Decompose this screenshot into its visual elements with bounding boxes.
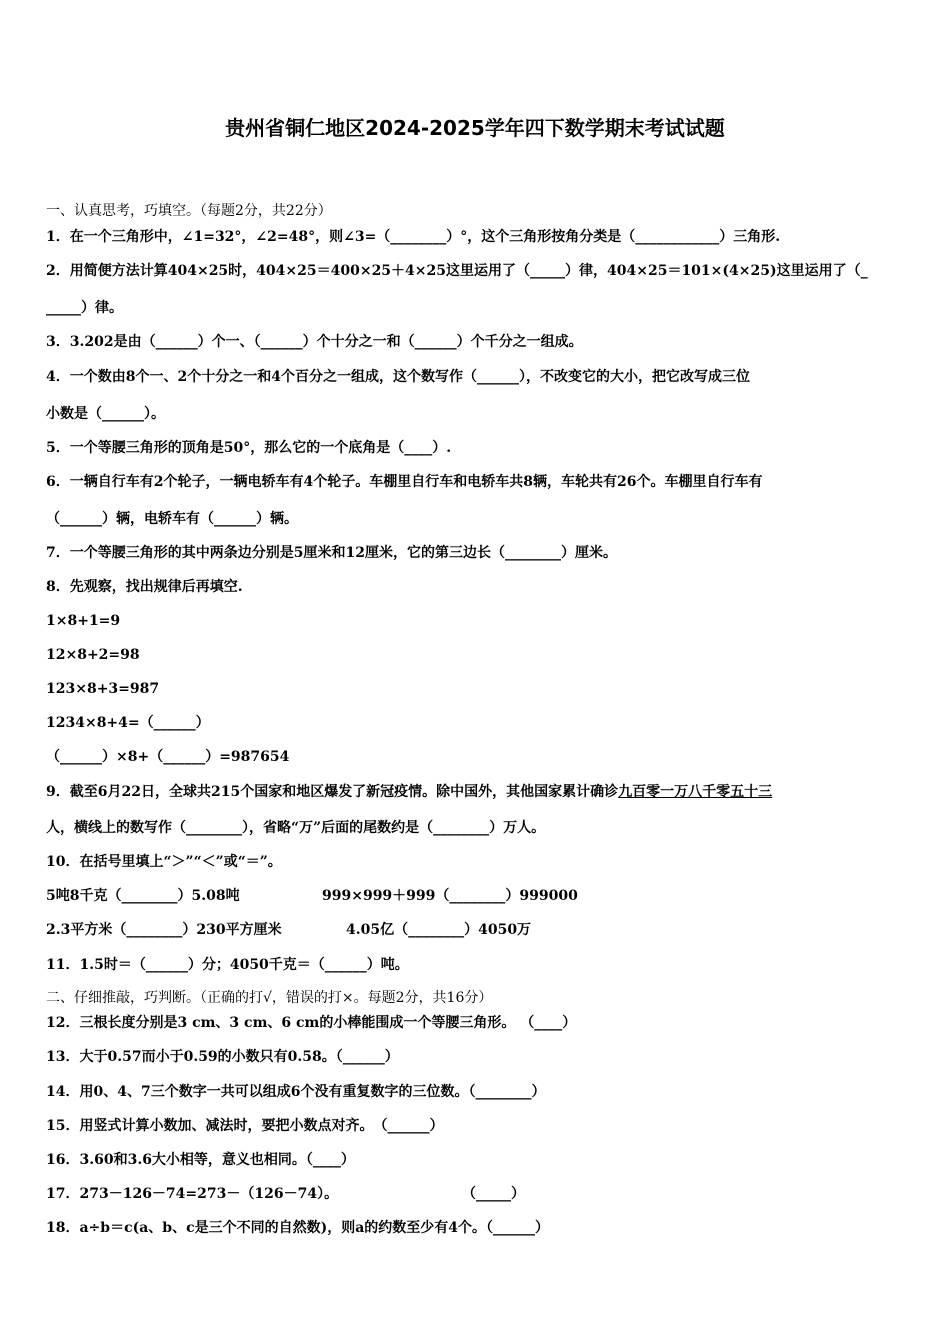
section-2-heading: 二、仔细推敲，巧判断。（正确的打√，错误的打×。每题2分，共16分） xyxy=(46,990,493,1006)
question-8-blank-1: 1234×8+4=（______） xyxy=(46,715,210,731)
question-12: 12．三根长度分别是3 cm、3 cm、6 cm的小棒能围成一个等腰三角形。 （____） xyxy=(46,1015,577,1031)
question-1: 1．在一个三角形中，∠1=32°，∠2=48°，则∠3=（________）°，这个三角形按角分类是（____________）三角形. xyxy=(46,229,781,245)
question-10-item-d: 4.05亿（________）4050万 xyxy=(346,922,532,938)
question-9-text: 9．截至6月22日，全球共215个国家和地区爆发了新冠疫情。除中国外，其他国家累计确诊 xyxy=(46,784,619,800)
page-title: 贵州省铜仁地区2024-2025学年四下数学期末考试试题 xyxy=(225,116,725,140)
question-10: 10．在括号里填上“＞”“＜”或“＝”。 xyxy=(46,854,282,870)
question-4-line-2: 小数是（______）。 xyxy=(46,406,165,422)
question-18: 18．a÷b＝c(a、b、c是三个不同的自然数)，则a的约数至少有4个。（______） xyxy=(46,1220,550,1236)
question-10-row-1 xyxy=(46,886,916,906)
question-10-item-a: 5吨8千克（________）5.08吨 xyxy=(46,888,240,904)
question-4-line-1: 4．一个数由8个一、2个十分之一和4个百分之一组成，这个数写作（______），不改变它的大小，把它改写成三位 xyxy=(46,369,750,385)
question-9-underlined-number: 九百零一万八千零五十三 xyxy=(618,784,773,800)
question-3: 3．3.202是由（______）个一、（______）个十分之一和（______）个千分之一组成。 xyxy=(46,334,583,350)
question-7: 7．一个等腰三角形的其中两条边分别是5厘米和12厘米，它的第三边长（________）厘米。 xyxy=(46,545,617,561)
question-5: 5．一个等腰三角形的顶角是50°，那么它的一个底角是（____）. xyxy=(46,440,452,456)
question-8-example-1: 1×8+1=9 xyxy=(46,613,121,629)
question-17-blank: （_____） xyxy=(462,1186,525,1202)
question-6-line-1: 6．一辆自行车有2个轮子，一辆电轿车有4个轮子。车棚里自行车和电轿车共8辆，车轮共有26个。车棚里自行车有 xyxy=(46,474,763,490)
question-2-line-1: 2．用简便方法计算404×25时，404×25＝400×25＋4×25这里运用了（_____）律，404×25＝101×(4×25)这里运用了（_ xyxy=(46,263,868,279)
question-14: 14．用0、4、7三个数字一共可以组成6个没有重复数字的三位数。（________） xyxy=(46,1084,546,1100)
question-16: 16．3.60和3.6大小相等，意义也相同。（____） xyxy=(46,1152,355,1168)
question-11: 11．1.5时＝（______）分；4050千克＝（______）吨。 xyxy=(46,957,409,973)
question-9-line-1 xyxy=(46,782,916,802)
question-13: 13．大于0.57而小于0.59的小数只有0.58。（______） xyxy=(46,1049,399,1065)
question-17-text: 17．273－126－74=273－（126－74）。 xyxy=(46,1186,339,1202)
question-8-example-3: 123×8+3=987 xyxy=(46,681,160,697)
question-15: 15．用竖式计算小数加、减法时，要把小数点对齐。 （______） xyxy=(46,1118,444,1134)
question-17 xyxy=(46,1184,916,1204)
question-2-line-2: _____）律。 xyxy=(46,300,123,316)
question-8-example-2: 12×8+2=98 xyxy=(46,647,140,663)
question-6-line-2: （______）辆，电轿车有（______）辆。 xyxy=(46,511,298,527)
question-8: 8．先观察，找出规律后再填空. xyxy=(46,579,243,595)
question-8-blank-2: （______）×8+（______）=987654 xyxy=(46,749,290,765)
question-9-line-2: 人，横线上的数写作（________），省略“万”后面的尾数约是（________）万人。 xyxy=(46,820,546,836)
section-1-heading: 一、认真思考，巧填空。（每题2分，共22分） xyxy=(46,203,332,219)
question-10-item-b: 999×999＋999（________）999000 xyxy=(322,888,578,904)
question-10-item-c: 2.3平方米（________）230平方厘米 xyxy=(46,922,282,938)
question-10-row-2 xyxy=(46,920,916,940)
